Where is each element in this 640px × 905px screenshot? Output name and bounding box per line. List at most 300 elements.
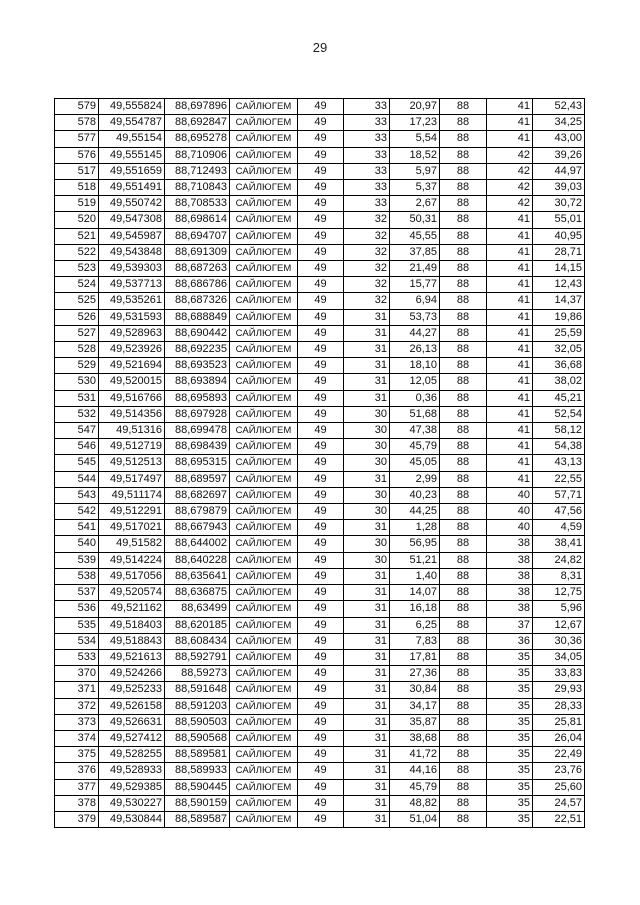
cell-longitude: 88,710843 bbox=[165, 180, 230, 196]
table-row bbox=[55, 309, 585, 325]
cell-longitude: 88,695315 bbox=[165, 455, 230, 471]
table-row bbox=[55, 261, 585, 277]
cell-lon-seconds: 54,38 bbox=[533, 439, 585, 455]
cell-lat-seconds: 44,27 bbox=[390, 325, 440, 341]
cell-latitude: 49,520015 bbox=[99, 374, 165, 390]
cell-lat-minutes: 30 bbox=[344, 487, 390, 503]
cell-lon-seconds: 38,02 bbox=[533, 374, 585, 390]
cell-longitude: 88,589587 bbox=[165, 811, 230, 827]
cell-lat-seconds: 45,79 bbox=[390, 779, 440, 795]
cell-lat-minutes: 31 bbox=[344, 309, 390, 325]
cell-latitude: 49,55154 bbox=[99, 131, 165, 147]
cell-area-name: САЙЛЮГЕМ bbox=[230, 228, 298, 244]
cell-area-name: САЙЛЮГЕМ bbox=[230, 131, 298, 147]
cell-latitude: 49,521162 bbox=[99, 601, 165, 617]
cell-lon-minutes: 41 bbox=[487, 390, 533, 406]
cell-area-name: САЙЛЮГЕМ bbox=[230, 795, 298, 811]
cell-lat-degrees: 49 bbox=[298, 163, 344, 179]
cell-area-name: САЙЛЮГЕМ bbox=[230, 633, 298, 649]
cell-point-number: 522 bbox=[55, 244, 99, 260]
cell-point-number: 374 bbox=[55, 730, 99, 746]
table-row bbox=[55, 649, 585, 665]
cell-lon-seconds: 33,83 bbox=[533, 666, 585, 682]
cell-lat-seconds: 51,21 bbox=[390, 552, 440, 568]
cell-lat-seconds: 50,31 bbox=[390, 212, 440, 228]
cell-longitude: 88,697896 bbox=[165, 99, 230, 115]
cell-lat-minutes: 30 bbox=[344, 455, 390, 471]
cell-point-number: 542 bbox=[55, 504, 99, 520]
cell-lat-degrees: 49 bbox=[298, 747, 344, 763]
cell-point-number: 520 bbox=[55, 212, 99, 228]
cell-lat-seconds: 2,67 bbox=[390, 196, 440, 212]
cell-area-name: САЙЛЮГЕМ bbox=[230, 293, 298, 309]
coordinates-table bbox=[54, 98, 585, 828]
table-row bbox=[55, 585, 585, 601]
cell-latitude: 49,517497 bbox=[99, 471, 165, 487]
cell-point-number: 521 bbox=[55, 228, 99, 244]
cell-lat-degrees: 49 bbox=[298, 131, 344, 147]
cell-lat-minutes: 32 bbox=[344, 212, 390, 228]
cell-longitude: 88,589581 bbox=[165, 747, 230, 763]
cell-lon-degrees: 88 bbox=[440, 228, 487, 244]
cell-lon-degrees: 88 bbox=[440, 811, 487, 827]
table-row bbox=[55, 99, 585, 115]
cell-latitude: 49,555824 bbox=[99, 99, 165, 115]
cell-lon-degrees: 88 bbox=[440, 423, 487, 439]
cell-point-number: 523 bbox=[55, 261, 99, 277]
cell-lat-minutes: 30 bbox=[344, 406, 390, 422]
cell-longitude: 88,697928 bbox=[165, 406, 230, 422]
cell-latitude: 49,530844 bbox=[99, 811, 165, 827]
cell-lat-seconds: 1,40 bbox=[390, 568, 440, 584]
cell-lon-minutes: 41 bbox=[487, 455, 533, 471]
cell-point-number: 526 bbox=[55, 309, 99, 325]
cell-lat-degrees: 49 bbox=[298, 504, 344, 520]
cell-lat-seconds: 16,18 bbox=[390, 601, 440, 617]
cell-lat-degrees: 49 bbox=[298, 406, 344, 422]
cell-lon-seconds: 24,82 bbox=[533, 552, 585, 568]
cell-lon-degrees: 88 bbox=[440, 633, 487, 649]
cell-lon-minutes: 41 bbox=[487, 423, 533, 439]
cell-latitude: 49,554787 bbox=[99, 115, 165, 131]
table-row bbox=[55, 730, 585, 746]
table-row bbox=[55, 439, 585, 455]
cell-area-name: САЙЛЮГЕМ bbox=[230, 520, 298, 536]
cell-longitude: 88,698439 bbox=[165, 439, 230, 455]
cell-longitude: 88,682697 bbox=[165, 487, 230, 503]
cell-lon-minutes: 41 bbox=[487, 342, 533, 358]
cell-latitude: 49,547308 bbox=[99, 212, 165, 228]
cell-lon-degrees: 88 bbox=[440, 196, 487, 212]
cell-lat-minutes: 33 bbox=[344, 147, 390, 163]
cell-lat-degrees: 49 bbox=[298, 520, 344, 536]
cell-lon-seconds: 12,75 bbox=[533, 585, 585, 601]
cell-lat-minutes: 33 bbox=[344, 99, 390, 115]
cell-lon-seconds: 39,03 bbox=[533, 180, 585, 196]
cell-longitude: 88,712493 bbox=[165, 163, 230, 179]
cell-latitude: 49,555145 bbox=[99, 147, 165, 163]
cell-lat-seconds: 0,36 bbox=[390, 390, 440, 406]
cell-point-number: 536 bbox=[55, 601, 99, 617]
cell-latitude: 49,537713 bbox=[99, 277, 165, 293]
cell-point-number: 539 bbox=[55, 552, 99, 568]
cell-latitude: 49,531593 bbox=[99, 309, 165, 325]
cell-latitude: 49,512291 bbox=[99, 504, 165, 520]
cell-lat-minutes: 31 bbox=[344, 568, 390, 584]
cell-point-number: 578 bbox=[55, 115, 99, 131]
cell-point-number: 529 bbox=[55, 358, 99, 374]
cell-point-number: 547 bbox=[55, 423, 99, 439]
cell-point-number: 541 bbox=[55, 520, 99, 536]
cell-lon-minutes: 38 bbox=[487, 536, 533, 552]
cell-lat-minutes: 32 bbox=[344, 261, 390, 277]
cell-point-number: 534 bbox=[55, 633, 99, 649]
cell-lat-degrees: 49 bbox=[298, 682, 344, 698]
cell-lon-minutes: 41 bbox=[487, 439, 533, 455]
cell-latitude: 49,528963 bbox=[99, 325, 165, 341]
cell-lon-degrees: 88 bbox=[440, 747, 487, 763]
cell-longitude: 88,679879 bbox=[165, 504, 230, 520]
cell-lon-degrees: 88 bbox=[440, 601, 487, 617]
cell-lon-seconds: 52,43 bbox=[533, 99, 585, 115]
cell-lon-minutes: 42 bbox=[487, 147, 533, 163]
cell-latitude: 49,526631 bbox=[99, 714, 165, 730]
table-row bbox=[55, 455, 585, 471]
cell-point-number: 545 bbox=[55, 455, 99, 471]
cell-lon-seconds: 12,67 bbox=[533, 617, 585, 633]
cell-lon-degrees: 88 bbox=[440, 487, 487, 503]
cell-longitude: 88,640228 bbox=[165, 552, 230, 568]
cell-longitude: 88,667943 bbox=[165, 520, 230, 536]
cell-longitude: 88,591203 bbox=[165, 698, 230, 714]
cell-point-number: 524 bbox=[55, 277, 99, 293]
cell-latitude: 49,526158 bbox=[99, 698, 165, 714]
cell-lon-seconds: 55,01 bbox=[533, 212, 585, 228]
table-row bbox=[55, 358, 585, 374]
cell-area-name: САЙЛЮГЕМ bbox=[230, 649, 298, 665]
cell-lon-degrees: 88 bbox=[440, 180, 487, 196]
cell-lon-minutes: 42 bbox=[487, 180, 533, 196]
cell-lon-minutes: 40 bbox=[487, 520, 533, 536]
cell-lat-seconds: 12,05 bbox=[390, 374, 440, 390]
cell-longitude: 88,59273 bbox=[165, 666, 230, 682]
cell-lon-seconds: 25,60 bbox=[533, 779, 585, 795]
cell-lon-degrees: 88 bbox=[440, 520, 487, 536]
table-row bbox=[55, 714, 585, 730]
cell-latitude: 49,518843 bbox=[99, 633, 165, 649]
cell-area-name: САЙЛЮГЕМ bbox=[230, 196, 298, 212]
cell-point-number: 527 bbox=[55, 325, 99, 341]
cell-longitude: 88,699478 bbox=[165, 423, 230, 439]
cell-longitude: 88,687326 bbox=[165, 293, 230, 309]
cell-latitude: 49,539303 bbox=[99, 261, 165, 277]
cell-lon-minutes: 41 bbox=[487, 99, 533, 115]
cell-latitude: 49,512513 bbox=[99, 455, 165, 471]
cell-lon-minutes: 35 bbox=[487, 682, 533, 698]
cell-lat-degrees: 49 bbox=[298, 99, 344, 115]
cell-latitude: 49,528933 bbox=[99, 763, 165, 779]
cell-lat-seconds: 6,25 bbox=[390, 617, 440, 633]
cell-area-name: САЙЛЮГЕМ bbox=[230, 552, 298, 568]
cell-area-name: САЙЛЮГЕМ bbox=[230, 277, 298, 293]
cell-lon-seconds: 12,43 bbox=[533, 277, 585, 293]
cell-point-number: 517 bbox=[55, 163, 99, 179]
cell-lon-seconds: 14,37 bbox=[533, 293, 585, 309]
cell-lat-degrees: 49 bbox=[298, 568, 344, 584]
table-row bbox=[55, 811, 585, 827]
cell-area-name: САЙЛЮГЕМ bbox=[230, 147, 298, 163]
cell-lon-minutes: 37 bbox=[487, 617, 533, 633]
cell-latitude: 49,51316 bbox=[99, 423, 165, 439]
cell-lon-degrees: 88 bbox=[440, 358, 487, 374]
cell-lat-minutes: 31 bbox=[344, 601, 390, 617]
cell-lon-seconds: 23,76 bbox=[533, 763, 585, 779]
cell-area-name: САЙЛЮГЕМ bbox=[230, 682, 298, 698]
cell-latitude: 49,517056 bbox=[99, 568, 165, 584]
cell-lon-minutes: 35 bbox=[487, 714, 533, 730]
cell-lon-degrees: 88 bbox=[440, 163, 487, 179]
cell-area-name: САЙЛЮГЕМ bbox=[230, 455, 298, 471]
cell-lat-seconds: 6,94 bbox=[390, 293, 440, 309]
cell-lat-seconds: 5,54 bbox=[390, 131, 440, 147]
cell-lon-seconds: 22,51 bbox=[533, 811, 585, 827]
cell-lat-degrees: 49 bbox=[298, 779, 344, 795]
cell-lon-degrees: 88 bbox=[440, 471, 487, 487]
table-row bbox=[55, 601, 585, 617]
cell-latitude: 49,517021 bbox=[99, 520, 165, 536]
table-row bbox=[55, 342, 585, 358]
cell-lat-seconds: 47,38 bbox=[390, 423, 440, 439]
cell-area-name: САЙЛЮГЕМ bbox=[230, 244, 298, 260]
cell-lon-minutes: 35 bbox=[487, 795, 533, 811]
cell-lon-minutes: 42 bbox=[487, 163, 533, 179]
cell-lat-seconds: 17,23 bbox=[390, 115, 440, 131]
cell-lon-degrees: 88 bbox=[440, 439, 487, 455]
cell-latitude: 49,527412 bbox=[99, 730, 165, 746]
cell-point-number: 533 bbox=[55, 649, 99, 665]
cell-lon-degrees: 88 bbox=[440, 682, 487, 698]
table-row bbox=[55, 406, 585, 422]
cell-latitude: 49,525233 bbox=[99, 682, 165, 698]
cell-longitude: 88,691309 bbox=[165, 244, 230, 260]
cell-longitude: 88,63499 bbox=[165, 601, 230, 617]
table-row bbox=[55, 196, 585, 212]
table-row bbox=[55, 747, 585, 763]
cell-lat-minutes: 31 bbox=[344, 747, 390, 763]
cell-area-name: САЙЛЮГЕМ bbox=[230, 585, 298, 601]
cell-lon-minutes: 41 bbox=[487, 115, 533, 131]
cell-longitude: 88,644002 bbox=[165, 536, 230, 552]
cell-lon-seconds: 29,93 bbox=[533, 682, 585, 698]
cell-lat-minutes: 31 bbox=[344, 633, 390, 649]
cell-area-name: САЙЛЮГЕМ bbox=[230, 309, 298, 325]
table-row bbox=[55, 633, 585, 649]
cell-point-number: 377 bbox=[55, 779, 99, 795]
cell-lat-minutes: 31 bbox=[344, 730, 390, 746]
cell-lat-seconds: 34,17 bbox=[390, 698, 440, 714]
cell-lon-seconds: 30,72 bbox=[533, 196, 585, 212]
cell-lat-seconds: 17,81 bbox=[390, 649, 440, 665]
table-row bbox=[55, 374, 585, 390]
cell-lat-degrees: 49 bbox=[298, 325, 344, 341]
table-row bbox=[55, 682, 585, 698]
cell-lon-degrees: 88 bbox=[440, 342, 487, 358]
cell-lat-minutes: 31 bbox=[344, 763, 390, 779]
cell-lat-degrees: 49 bbox=[298, 439, 344, 455]
cell-area-name: САЙЛЮГЕМ bbox=[230, 487, 298, 503]
cell-lat-minutes: 33 bbox=[344, 163, 390, 179]
table-row bbox=[55, 423, 585, 439]
cell-lon-degrees: 88 bbox=[440, 455, 487, 471]
cell-lon-degrees: 88 bbox=[440, 261, 487, 277]
cell-area-name: САЙЛЮГЕМ bbox=[230, 714, 298, 730]
cell-latitude: 49,521613 bbox=[99, 649, 165, 665]
cell-longitude: 88,620185 bbox=[165, 617, 230, 633]
cell-longitude: 88,695278 bbox=[165, 131, 230, 147]
cell-area-name: САЙЛЮГЕМ bbox=[230, 730, 298, 746]
table-row bbox=[55, 115, 585, 131]
cell-lon-minutes: 36 bbox=[487, 633, 533, 649]
cell-point-number: 519 bbox=[55, 196, 99, 212]
cell-lat-seconds: 45,05 bbox=[390, 455, 440, 471]
cell-lon-minutes: 41 bbox=[487, 358, 533, 374]
cell-lon-degrees: 88 bbox=[440, 714, 487, 730]
cell-point-number: 525 bbox=[55, 293, 99, 309]
cell-lat-minutes: 31 bbox=[344, 585, 390, 601]
cell-area-name: САЙЛЮГЕМ bbox=[230, 601, 298, 617]
cell-lat-seconds: 21,49 bbox=[390, 261, 440, 277]
cell-point-number: 372 bbox=[55, 698, 99, 714]
cell-lat-seconds: 44,16 bbox=[390, 763, 440, 779]
cell-latitude: 49,523926 bbox=[99, 342, 165, 358]
cell-lon-minutes: 40 bbox=[487, 504, 533, 520]
cell-latitude: 49,529385 bbox=[99, 779, 165, 795]
cell-lat-degrees: 49 bbox=[298, 196, 344, 212]
cell-lat-minutes: 31 bbox=[344, 342, 390, 358]
cell-lon-degrees: 88 bbox=[440, 244, 487, 260]
cell-lat-minutes: 33 bbox=[344, 180, 390, 196]
cell-lon-seconds: 39,26 bbox=[533, 147, 585, 163]
cell-lon-seconds: 40,95 bbox=[533, 228, 585, 244]
cell-lat-minutes: 31 bbox=[344, 325, 390, 341]
cell-latitude: 49,514356 bbox=[99, 406, 165, 422]
cell-longitude: 88,636875 bbox=[165, 585, 230, 601]
table-row bbox=[55, 293, 585, 309]
cell-longitude: 88,695893 bbox=[165, 390, 230, 406]
cell-point-number: 546 bbox=[55, 439, 99, 455]
cell-lon-seconds: 28,71 bbox=[533, 244, 585, 260]
table-row bbox=[55, 779, 585, 795]
cell-latitude: 49,535261 bbox=[99, 293, 165, 309]
cell-latitude: 49,524266 bbox=[99, 666, 165, 682]
cell-lat-minutes: 31 bbox=[344, 682, 390, 698]
cell-area-name: САЙЛЮГЕМ bbox=[230, 325, 298, 341]
cell-lat-seconds: 26,13 bbox=[390, 342, 440, 358]
cell-lat-degrees: 49 bbox=[298, 730, 344, 746]
cell-lon-seconds: 25,59 bbox=[533, 325, 585, 341]
cell-lon-seconds: 52,54 bbox=[533, 406, 585, 422]
cell-lat-minutes: 32 bbox=[344, 244, 390, 260]
cell-longitude: 88,592791 bbox=[165, 649, 230, 665]
cell-lat-degrees: 49 bbox=[298, 585, 344, 601]
table-row bbox=[55, 520, 585, 536]
cell-latitude: 49,511174 bbox=[99, 487, 165, 503]
cell-lat-degrees: 49 bbox=[298, 795, 344, 811]
cell-lon-degrees: 88 bbox=[440, 147, 487, 163]
cell-area-name: САЙЛЮГЕМ bbox=[230, 504, 298, 520]
cell-lon-minutes: 35 bbox=[487, 747, 533, 763]
table-row bbox=[55, 277, 585, 293]
cell-lat-minutes: 31 bbox=[344, 520, 390, 536]
table-row bbox=[55, 552, 585, 568]
cell-area-name: САЙЛЮГЕМ bbox=[230, 779, 298, 795]
cell-lon-minutes: 41 bbox=[487, 293, 533, 309]
cell-lat-degrees: 49 bbox=[298, 763, 344, 779]
cell-longitude: 88,692235 bbox=[165, 342, 230, 358]
cell-lon-seconds: 5,96 bbox=[533, 601, 585, 617]
cell-lon-degrees: 88 bbox=[440, 374, 487, 390]
cell-latitude: 49,551659 bbox=[99, 163, 165, 179]
cell-longitude: 88,698614 bbox=[165, 212, 230, 228]
cell-lat-degrees: 49 bbox=[298, 374, 344, 390]
cell-lon-seconds: 22,49 bbox=[533, 747, 585, 763]
table-body bbox=[55, 99, 585, 828]
cell-lat-seconds: 45,55 bbox=[390, 228, 440, 244]
cell-lon-seconds: 43,13 bbox=[533, 455, 585, 471]
cell-lat-minutes: 33 bbox=[344, 115, 390, 131]
cell-longitude: 88,708533 bbox=[165, 196, 230, 212]
table-row bbox=[55, 325, 585, 341]
cell-lon-minutes: 35 bbox=[487, 730, 533, 746]
cell-lon-minutes: 35 bbox=[487, 811, 533, 827]
cell-lat-seconds: 14,07 bbox=[390, 585, 440, 601]
table-row bbox=[55, 390, 585, 406]
table-row bbox=[55, 763, 585, 779]
cell-lat-seconds: 5,97 bbox=[390, 163, 440, 179]
cell-lat-seconds: 41,72 bbox=[390, 747, 440, 763]
cell-point-number: 371 bbox=[55, 682, 99, 698]
cell-point-number: 530 bbox=[55, 374, 99, 390]
cell-lon-minutes: 41 bbox=[487, 309, 533, 325]
cell-area-name: САЙЛЮГЕМ bbox=[230, 698, 298, 714]
cell-lat-seconds: 44,25 bbox=[390, 504, 440, 520]
cell-longitude: 88,590159 bbox=[165, 795, 230, 811]
cell-latitude: 49,514224 bbox=[99, 552, 165, 568]
cell-lat-minutes: 30 bbox=[344, 504, 390, 520]
cell-area-name: САЙЛЮГЕМ bbox=[230, 212, 298, 228]
cell-area-name: САЙЛЮГЕМ bbox=[230, 811, 298, 827]
cell-lon-seconds: 22,55 bbox=[533, 471, 585, 487]
cell-lat-degrees: 49 bbox=[298, 342, 344, 358]
cell-longitude: 88,589933 bbox=[165, 763, 230, 779]
cell-point-number: 376 bbox=[55, 763, 99, 779]
cell-lat-degrees: 49 bbox=[298, 601, 344, 617]
table-row bbox=[55, 698, 585, 714]
cell-lon-degrees: 88 bbox=[440, 617, 487, 633]
cell-latitude: 49,550742 bbox=[99, 196, 165, 212]
cell-lon-minutes: 38 bbox=[487, 552, 533, 568]
cell-area-name: САЙЛЮГЕМ bbox=[230, 763, 298, 779]
cell-lon-degrees: 88 bbox=[440, 568, 487, 584]
cell-longitude: 88,710906 bbox=[165, 147, 230, 163]
cell-lon-minutes: 41 bbox=[487, 374, 533, 390]
cell-lon-degrees: 88 bbox=[440, 779, 487, 795]
cell-lon-seconds: 28,33 bbox=[533, 698, 585, 714]
table-row bbox=[55, 504, 585, 520]
cell-lon-minutes: 35 bbox=[487, 666, 533, 682]
cell-latitude: 49,512719 bbox=[99, 439, 165, 455]
cell-lon-minutes: 41 bbox=[487, 325, 533, 341]
